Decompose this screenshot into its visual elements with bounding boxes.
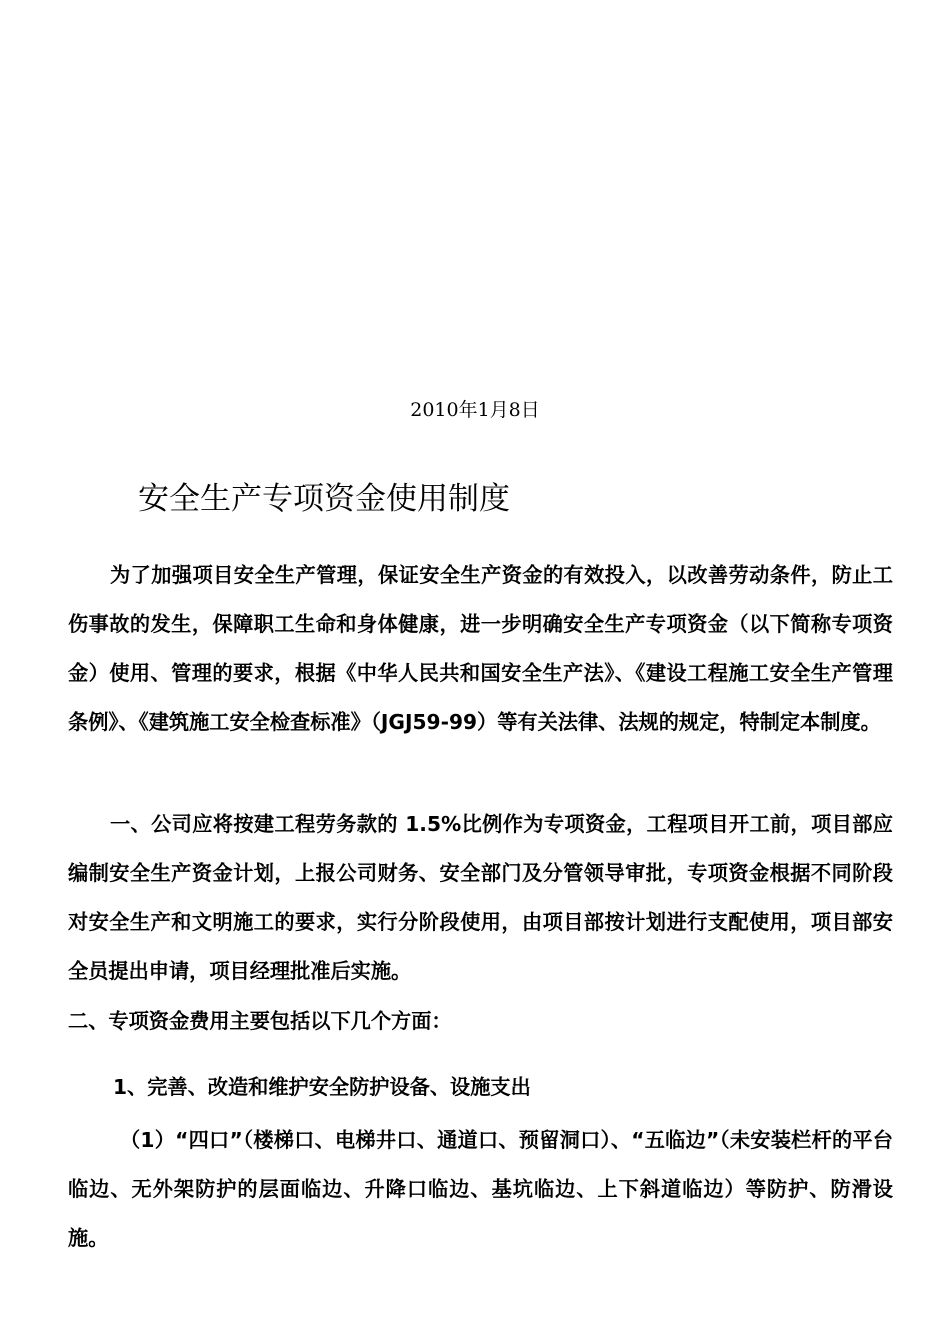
document-date: 2010年1月8日 — [410, 399, 540, 421]
section-2-heading: 二、专项资金费用主要包括以下几个方面： — [68, 1009, 452, 1033]
document-title: 安全生产专项资金使用制度 — [138, 481, 510, 517]
item-1-heading: 1、完善、改造和维护安全防护设备、设施支出 — [113, 1075, 531, 1099]
item-1-sub-1-paragraph: （1）“四口”（楼梯口、电梯井口、通道口、预留洞口）、“五临边”（未安装栏杆的平台临边、无外架防护的层面临边、升降口临边、基坑临边、上下斜道临边）等防护、防滑设施。 — [68, 1128, 893, 1250]
intro-paragraph: 为了加强项目安全生产管理，保证安全生产资金的有效投入，以改善劳动条件，防止工伤事故的发生，保障职工生命和身体健康，进一步明确安全生产专项资金（以下简称专项资金）使用、管理的要求，根据《中华人民共和国安全生产法》、《建设工程施工安全生产管理条例》、《建筑施工安全检查标准》（JGJ59-99）等有关法律、法规的规定，特制定本制度。 — [68, 563, 893, 734]
section-1-paragraph: 一、公司应将按建工程劳务款的 1.5%比例作为专项资金，工程项目开工前，项目部应编制安全生产资金计划，上报公司财务、安全部门及分管领导审批，专项资金根据不同阶段对安全生产和文明施工的要求，实行分阶段使用，由项目部按计划进行支配使用，项目部安全员提出申请，项目经理批准后实施。 — [68, 812, 893, 983]
